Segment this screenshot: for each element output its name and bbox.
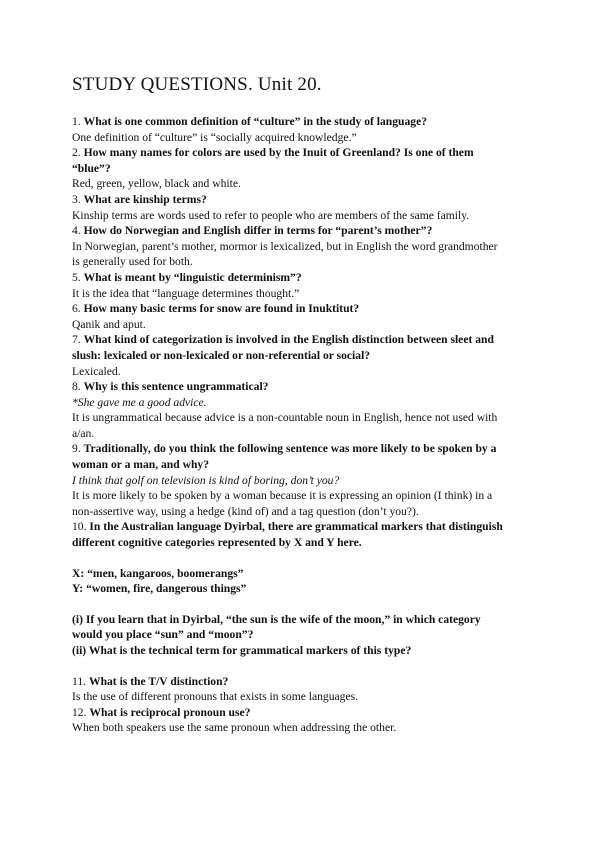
answer-2: Red, green, yellow, black and white. [72,177,241,191]
question-5: 5. What is meant by “linguistic determinism”? [72,270,302,284]
question-8: 8. Why is this sentence ungrammatical? [72,380,269,394]
question-3: 3. What are kinship terms? [72,192,207,206]
category-x: X: “men, kangaroos, boomerangs” [72,566,244,580]
answer-3: Kinship terms are words used to refer to people who are members of the same family. [72,208,470,222]
answer-7: Lexicaled. [72,364,121,378]
category-y: Y: “women, fire, dangerous things” [72,582,247,596]
spacer [72,659,532,674]
question-4: 4. How do Norwegian and English differ in terms for “parent’s mother”? [72,224,433,238]
example-8: *She gave me a good advice. [72,395,207,409]
answer-8: It is ungrammatical because advice is a non-countable noun in English, hence not used with [72,411,498,425]
study-questions-body [72,114,532,736]
question-11: 11. What is the T/V distinction? [72,674,229,688]
question-6: 6. How many basic terms for snow are found in Inuktitut? [72,302,360,316]
question-9-cont: woman or a man, and why? [72,458,210,472]
question-12: 12. What is reciprocal pronoun use? [72,705,251,719]
answer-11: Is the use of different pronouns that exists in some languages. [72,690,359,704]
sub-question-ii: (ii) What is the technical term for grammatical markers of this type? [72,644,412,657]
question-10: 10. In the Australian language Dyirbal, there are grammatical markers that distinguish [72,520,503,534]
answer-8-cont: a/an. [72,426,95,440]
sub-question-i-cont: would you place “sun” and “moon”? [72,628,254,642]
question-10-cont: different cognitive categories represented by X and Y here. [72,536,362,550]
example-9: I think that golf on television is kind of boring, don’t you? [72,473,340,487]
question-1: 1. What is one common definition of “culture” in the study of language? [72,115,428,128]
answer-5: It is the idea that “language determines thought.” [72,286,300,300]
answer-6: Qanik and aput. [72,317,146,331]
question-7-cont: slush: lexicaled or non-lexicaled or non-referential or social? [72,348,371,362]
answer-4-cont: is generally used for both. [72,255,193,269]
question-2: 2. How many names for colors are used by the Inuit of Greenland? Is one of them [72,146,474,160]
answer-12: When both speakers use the same pronoun when addressing the other. [72,721,397,735]
page-title: STUDY QUESTIONS. Unit 20. [72,74,322,95]
question-9: 9. Traditionally, do you think the following sentence was more likely to be spoken by a [72,442,497,456]
question-7: 7. What kind of categorization is involved in the English distinction between sleet and [72,333,494,347]
answer-1: One definition of “culture” is “socially acquired knowledge.” [72,130,357,144]
spacer [72,597,532,612]
sub-question-i: (i) If you learn that in Dyirbal, “the sun is the wife of the moon,” in which category [72,612,481,626]
question-2-cont: “blue”? [72,161,111,175]
answer-9-cont: non-assertive way, using a hedge (kind of) and a tag question (don’t you?). [72,504,419,518]
spacer [72,551,532,566]
answer-9: It is more likely to be spoken by a woman because it is expressing an opinion (I think) in a [72,489,493,503]
answer-4: In Norwegian, parent’s mother, mormor is lexicalized, but in English the word grandmother [72,239,498,253]
